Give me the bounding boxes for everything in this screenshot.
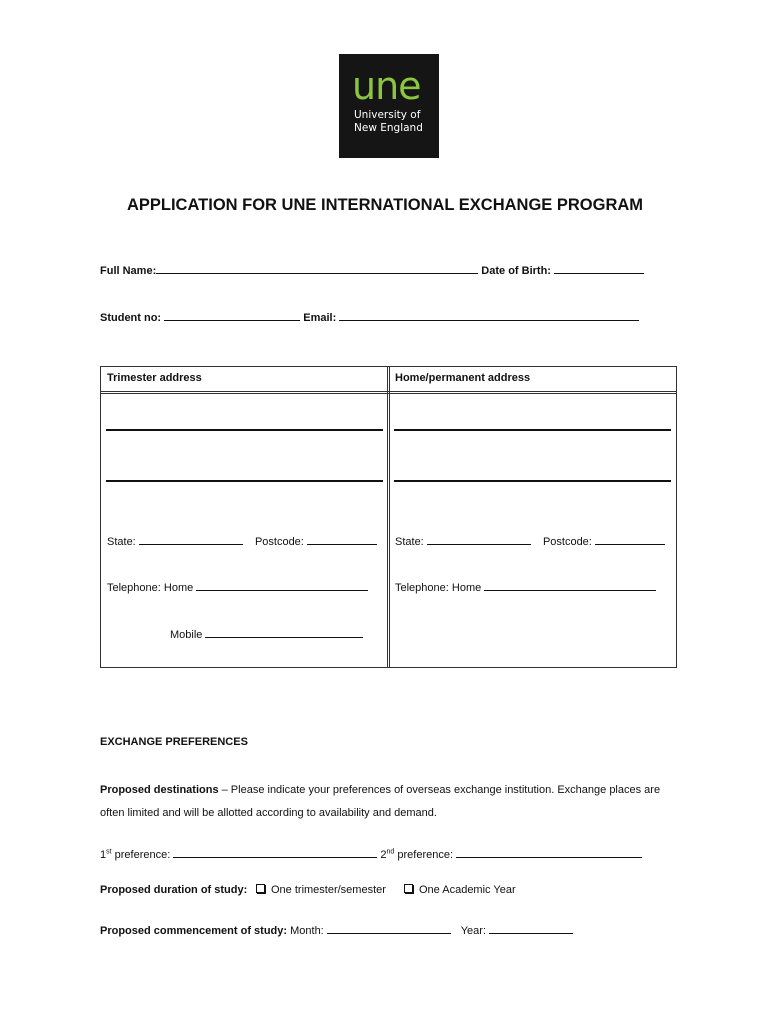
trimester-address-line-1[interactable] [106,429,383,431]
student-no-field[interactable] [164,309,300,321]
trimester-telephone-label: Telephone: Home [107,582,194,594]
destinations-paragraph-line-1 [100,784,660,796]
home-telephone-field[interactable] [484,579,656,591]
duration-label: Proposed duration of study: [100,884,248,896]
home-address-header: Home/permanent address [395,372,531,384]
trimester-address-header: Trimester address [107,372,202,384]
home-address-line-2[interactable] [394,480,671,482]
home-telephone-row [395,579,656,594]
trimester-telephone-row [107,579,368,594]
preferences-row [100,846,642,861]
month-label: Month: [290,925,324,937]
mobile-row [170,626,363,641]
une-logo [339,54,439,158]
year-field[interactable] [489,922,573,934]
page-title: APPLICATION FOR UNE INTERNATIONAL EXCHANGE PROGRAM [126,196,644,214]
option-year-label: One Academic Year [419,884,516,896]
pref1-label: preference: [111,849,171,861]
pref1-suffix: st [106,848,112,856]
destinations-text: – Please indicate your preferences of overseas exchange institution. Exchange places are [218,784,661,796]
logo-line-2: New England [354,122,423,134]
trimester-telephone-field[interactable] [196,579,368,591]
student-no-label: Student no: [100,312,162,324]
logo-mark: une [352,64,421,108]
dob-label: Date of Birth: [481,265,551,277]
option-trimester[interactable] [256,884,386,896]
home-state-label: State: [395,536,424,548]
trimester-postcode-field[interactable] [307,533,377,545]
destinations-label: Proposed destinations [100,784,219,796]
trimester-state-label: State: [107,536,136,548]
pref2-label: preference: [394,849,454,861]
mobile-label: Mobile [170,629,203,641]
pref2-number: 2 [380,849,387,861]
dob-field[interactable] [554,262,644,274]
full-name-label: Full Name: [100,265,157,277]
pref2-suffix: nd [386,848,395,856]
email-label: Email: [303,312,337,324]
option-year[interactable] [404,884,516,896]
logo-line-1: University of [354,109,421,121]
second-preference-field[interactable] [456,846,642,858]
mobile-field[interactable] [205,626,363,638]
home-postcode-field[interactable] [595,533,665,545]
option-trimester-label: One trimester/semester [271,884,386,896]
pref1-number: 1 [100,849,107,861]
student-email-row [100,309,639,324]
address-table-column-divider [387,366,390,668]
home-address-line-1[interactable] [394,429,671,431]
full-name-field[interactable] [156,262,478,274]
exchange-preferences-heading: EXCHANGE PREFERENCES [100,736,248,748]
commencement-label: Proposed commencement of study: [100,925,288,937]
checkbox-icon[interactable] [404,884,413,893]
address-table-header-divider [100,391,677,394]
month-field[interactable] [327,922,451,934]
trimester-address-line-2[interactable] [106,480,383,482]
home-postcode-label: Postcode: [542,536,592,548]
full-name-row [100,262,644,277]
checkbox-icon[interactable] [256,884,265,893]
year-label: Year: [460,925,487,937]
destinations-text-line-2: often limited and will be allotted according to availability and demand. [100,807,437,819]
home-telephone-label: Telephone: Home [395,582,482,594]
trimester-state-field[interactable] [139,533,243,545]
first-preference-field[interactable] [173,846,377,858]
commencement-row [100,922,573,937]
trimester-state-row [107,533,377,548]
email-field[interactable] [339,309,639,321]
trimester-postcode-label: Postcode: [254,536,304,548]
home-state-row [395,533,665,548]
home-state-field[interactable] [427,533,531,545]
logo-subtitle [354,109,423,135]
